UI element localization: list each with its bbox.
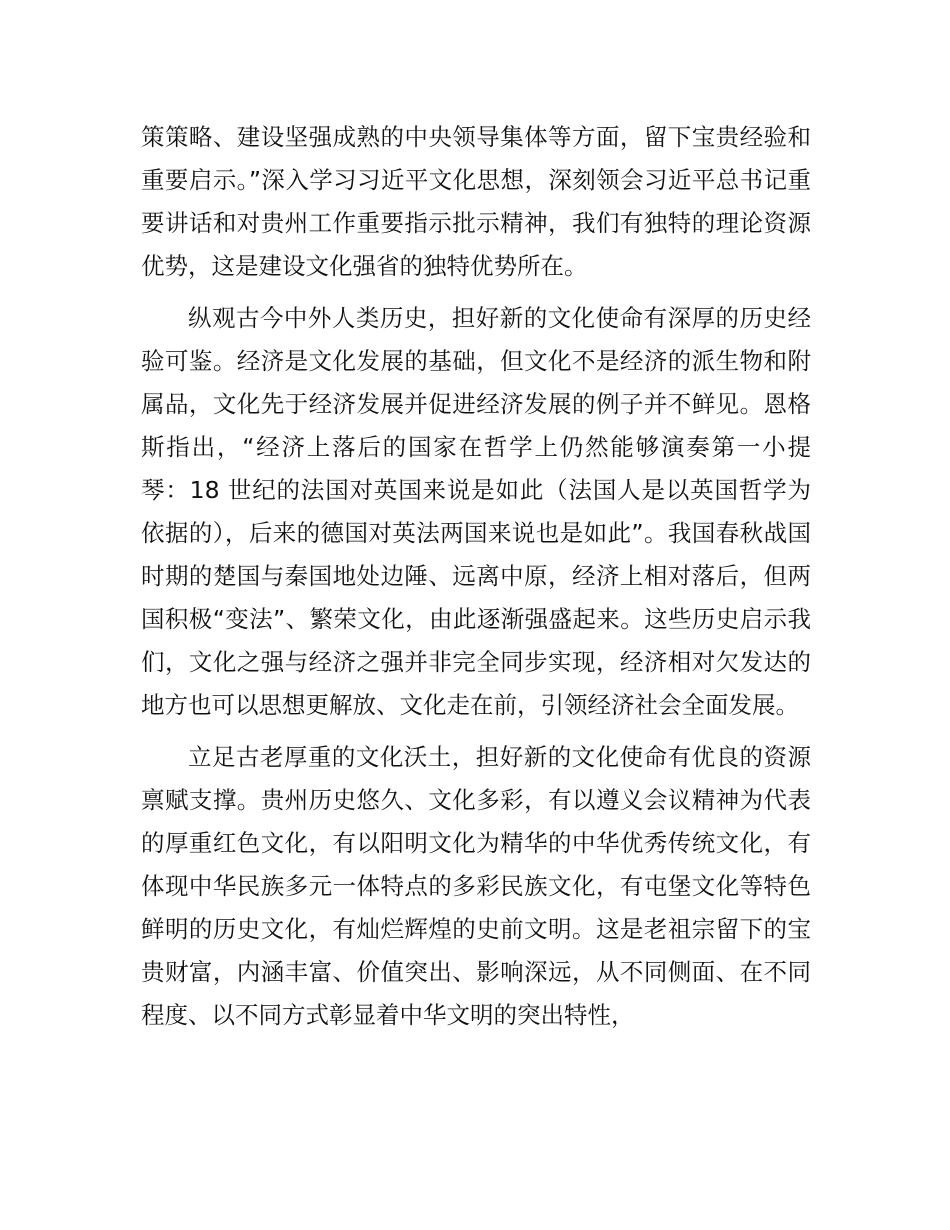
paragraph-resources: 立足古老厚重的文化沃土，担好新的文化使命有优良的资源禀赋支撑。贵州历史悠久、文化多彩，有以遵义会议精神为代表的厚重红色文化，有以阳明文化为精华的中华优秀传统文化，有体现中华民族多元一体特点的多彩民族文化，有屯堡文化等特色鲜明的历史文化，有灿烂辉煌的史前文明。这是老祖宗留下的宝贵财富，内涵丰富、价值突出、影响深远，从不同侧面、在不同程度、以不同方式彰显着中华文明的突出特性， — [141, 743, 811, 1029]
paragraph-history: 纵观古今中外人类历史，担好新的文化使命有深厚的历史经验可鉴。经济是文化发展的基础，但文化不是经济的派生物和附属品，文化先于经济发展并促进经济发展的例子并不鲜见。恩格斯指出，“经济上落后的国家在哲学上仍然能够演奏第一小提琴：18 世纪的法国对英国来说是如此（法国人是以英国哲学为依据的），后来的德国对英法两国来说也是如此”。我国春秋战国时期的楚国与秦国地处边陲、远离中原，经济上相对落后，但两国积极“变法”、繁荣文化，由此逐渐强盛起来。这些历史启示我们，文化之强与经济之强并非完全同步实现，经济相对欠发达的地方也可以思想更解放、文化走在前，引领经济社会全面发展。 — [141, 304, 811, 719]
paragraph-continuation: 策策略、建设坚强成熟的中央领导集体等方面，留下宝贵经验和重要启示。”深入学习习近平文化思想，深刻领会习近平总书记重要讲话和对贵州工作重要指示批示精神，我们有独特的理论资源优势，这是建设文化强省的独特优势所在。 — [141, 123, 811, 280]
document-body — [141, 116, 811, 1037]
